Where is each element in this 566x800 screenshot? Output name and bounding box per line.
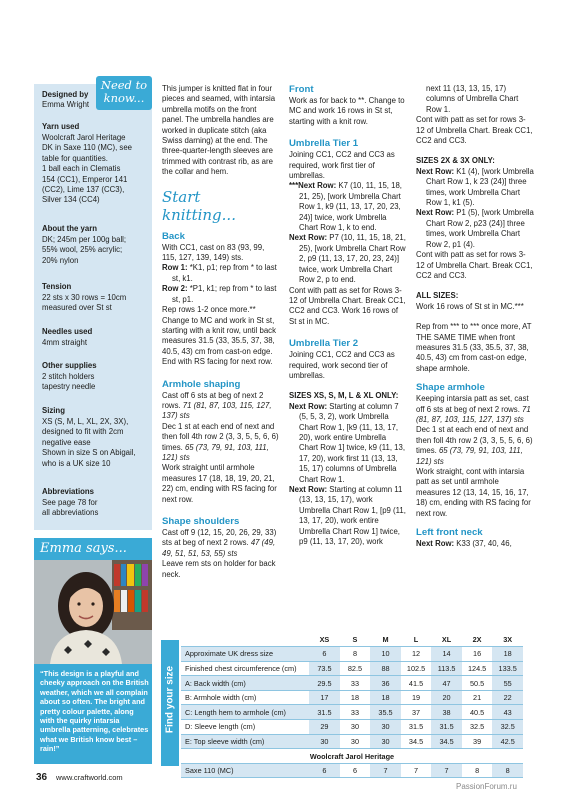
about-yarn-label: About the yarn xyxy=(42,224,98,233)
cell: 12 xyxy=(401,647,432,662)
text: K7 (10, 11, 15, 18, 21, 25), [work Umbrella Chart Row 1, k9 (11, 13, 17, 20, 23, 24)] twice, work Umbrella Chart Row 1, k to end. xyxy=(299,181,402,233)
designer-name: Emma Wright xyxy=(42,100,90,109)
header-l: L xyxy=(401,632,432,647)
text: Dec 1 st at each end of next and then foll 4th row 2 (3, 3, 5, 5, 6, 6) times. xyxy=(416,425,533,456)
line: 154 (CC1), Emperor 141 xyxy=(42,174,128,184)
tab-line: Need to xyxy=(100,78,148,92)
shape-shoulders-heading: Shape shoulders xyxy=(162,516,240,527)
other-supplies-label: Other supplies xyxy=(42,361,97,370)
cell: 18 xyxy=(370,690,401,705)
row-label: A: Back width (cm) xyxy=(181,676,309,691)
tier-2-text: Joining CC1, CC2 and CC3 as required, work second tier of umbrellas. xyxy=(289,350,395,380)
label: Next Row: xyxy=(416,166,455,176)
line: table for quantities. xyxy=(42,153,108,163)
sizes-2x-next-row-a xyxy=(416,167,534,209)
cell: 22 xyxy=(492,690,523,705)
left-neck-next-row xyxy=(416,539,534,549)
text: Starting at column 7 (5, 5, 3, 2), work Umbrella Chart Row 1, [k9 (11, 13, 17, 20), work entire Umbrella Chart Row 1] twice, k9 (11, 13, 17, 20), work first 11 (13, 13, 15, 17) columns of Umbrella Chart Row 1. xyxy=(299,401,406,484)
header-blank xyxy=(181,632,309,647)
line: Woolcraft Jarol Heritage xyxy=(42,133,126,142)
left-front-neck-heading: Left front neck xyxy=(416,527,483,539)
line: measured over St st xyxy=(42,303,112,313)
column-2 xyxy=(289,84,406,547)
needles-text: 4mm straight xyxy=(42,338,88,347)
cell: 17 xyxy=(309,690,340,705)
text: Starting at column 11 (13, 13, 15, 17), work Umbrella Chart Row 1, [p9 (11, 13, 17, 20), work entire Umbrella Chart Row 1] twice, p9 (11, 13, 17, 20), work xyxy=(299,485,406,547)
row-label: B: Armhole width (cm) xyxy=(181,690,309,705)
column-3 xyxy=(416,84,534,549)
cell: 20 xyxy=(431,690,462,705)
cell: 37 xyxy=(401,705,432,720)
line: negative ease xyxy=(42,437,91,447)
text: K1 (4), [work Umbrella Chart Row 1, k 23 (24)] three times, work Umbrella Chart Row 1, k1 (5). xyxy=(426,166,534,208)
text: Cast off 9 (12, 15, 20, 26, 29, 33) sts at beg of next 2 rows. xyxy=(162,528,277,548)
cell: 31.5 xyxy=(309,705,340,720)
line: DK in Saxe 110 (MC), see xyxy=(42,143,132,153)
text: Keeping intarsia patt as set, cast off 6 sts at beg of next 2 rows. xyxy=(416,394,529,414)
row-label: Approximate UK dress size xyxy=(181,647,309,662)
front-armhole-step-1 xyxy=(416,394,534,425)
row-2-text: *P1, k1; rep from * to last st, p1. xyxy=(172,284,277,304)
cell: 31.5 xyxy=(401,720,432,735)
line: Silver 134 (CC4) xyxy=(42,195,100,205)
tier-1-next-row-a xyxy=(289,181,406,233)
label: Next Row: xyxy=(416,539,455,549)
cell: 133.5 xyxy=(492,661,523,676)
yarn-heading-row xyxy=(181,749,523,764)
cell: 6 xyxy=(340,763,371,778)
all-sizes-heading: ALL SIZES: xyxy=(416,291,459,301)
label: Next Row: xyxy=(289,485,328,494)
cell: 14 xyxy=(431,647,462,662)
line: tapestry needle xyxy=(42,382,96,392)
line: 2 stitch holders xyxy=(42,372,95,381)
change-to-mc: Change to MC and work in St st, starting with a knit row, until back measures 31.5 (33, 35.5, 37, 38, 40.5, 43) cm from cast-on edge. End with RS facing for next row. xyxy=(162,315,276,367)
cell: 55 xyxy=(492,676,523,691)
text: Cast off 6 sts at beg of next 2 rows. xyxy=(162,390,264,410)
header-xl: XL xyxy=(431,632,462,647)
yarn-heading: Woolcraft Jarol Heritage xyxy=(181,749,523,764)
website-link[interactable]: www.craftworld.com xyxy=(56,773,123,782)
line: all abbreviations xyxy=(42,508,99,518)
cell: 42.5 xyxy=(492,734,523,749)
header-3x: 3X xyxy=(492,632,523,647)
cell: 102.5 xyxy=(401,661,432,676)
row-2-instruction xyxy=(162,284,279,305)
cell: 29 xyxy=(309,720,340,735)
size-table xyxy=(181,632,523,778)
shoulders-step-2: Leave rem sts on holder for back neck. xyxy=(162,559,276,579)
cell: 7 xyxy=(401,763,432,778)
cell: 7 xyxy=(431,763,462,778)
line: who is a UK size 10 xyxy=(42,458,111,468)
table-row xyxy=(181,647,523,662)
umbrella-tier-1-heading: Umbrella Tier 1 xyxy=(289,138,359,150)
emma-quote: “This design is a playful and cheeky approach on the British weather, which we all complain about so often. The bright and pretty colour palette, along with the quirky intarsia umbrella patterning, celebrates what we British know best – rain!” xyxy=(40,669,149,754)
cell: 88 xyxy=(370,661,401,676)
header-s: S xyxy=(340,632,371,647)
row-1-text: *K1, p1; rep from * to last st, k1. xyxy=(172,263,277,283)
cell: 73.5 xyxy=(309,661,340,676)
shoulders-step-1 xyxy=(162,528,279,559)
cell: 82.5 xyxy=(340,661,371,676)
table-row xyxy=(181,734,523,749)
yarn-row xyxy=(181,763,523,778)
cell: 32.5 xyxy=(462,720,493,735)
row-label: D: Sleeve length (cm) xyxy=(181,720,309,735)
cell: 39 xyxy=(462,734,493,749)
other-supplies-text xyxy=(42,372,148,393)
sizing-label: Sizing xyxy=(42,406,65,415)
umbrella-tier-2-heading: Umbrella Tier 2 xyxy=(289,338,359,350)
page-number: 36 xyxy=(36,772,48,783)
stitch-count: 47 (49, 49, 51, 51, 53, 55) sts xyxy=(162,538,276,558)
header-xs: XS xyxy=(309,632,340,647)
stitch-count: 71 (81, 87, 103, 115, 127, 137) sts xyxy=(162,400,272,421)
row-2-label: Row 2: xyxy=(162,284,188,294)
find-your-size-text: Find your size xyxy=(164,665,176,734)
cell: 41.5 xyxy=(401,676,432,691)
watermark: PassionForum.ru xyxy=(456,782,517,791)
column-1 xyxy=(162,84,279,580)
cell: 18 xyxy=(492,647,523,662)
cell: 113.5 xyxy=(431,661,462,676)
tab-line: know... xyxy=(103,91,145,105)
cell: 33 xyxy=(340,676,371,691)
cell: 8 xyxy=(340,647,371,662)
cell: 6 xyxy=(309,763,340,778)
table-row xyxy=(181,690,523,705)
row-label: Finished chest circumference (cm) xyxy=(181,661,309,676)
row-1-label: Row 1: xyxy=(162,263,188,273)
label: Next Row: xyxy=(289,233,328,243)
start-knitting-heading: Start knitting... xyxy=(162,187,236,224)
cell: 18 xyxy=(340,690,371,705)
abbreviations-text xyxy=(42,498,148,519)
cell: 29.5 xyxy=(309,676,340,691)
sizes-xs-xl-heading: SIZES XS, S, M, L & XL ONLY: xyxy=(289,391,399,401)
table-row xyxy=(181,661,523,676)
cell: 30 xyxy=(309,734,340,749)
header-2x: 2X xyxy=(462,632,493,647)
row-label: C: Length hem to armhole (cm) xyxy=(181,705,309,720)
cell: 30 xyxy=(340,734,371,749)
cell: 19 xyxy=(401,690,432,705)
row-1-instruction xyxy=(162,263,279,284)
label: ***Next Row: xyxy=(289,181,337,191)
line: 20% nylon xyxy=(42,255,79,265)
repeat-instruction: Rep from *** to *** once more, AT THE SAME TIME when front measures 31.5 (33, 35.5, 37, 38, 40.5, 43) cm from cast-on edge, shape armhole. xyxy=(416,322,532,373)
yarn-text xyxy=(42,133,148,206)
line: 55% wool, 25% acrylic; xyxy=(42,245,123,255)
about-yarn-text xyxy=(42,235,148,266)
tier-1-next-row-b xyxy=(289,233,406,285)
cell: 43 xyxy=(492,705,523,720)
sizes-2x-3x-heading: SIZES 2X & 3X ONLY: xyxy=(416,156,495,166)
designed-by-label: Designed by xyxy=(42,90,89,99)
shape-armhole-heading: Shape armhole xyxy=(416,382,485,394)
text: P7 (10, 11, 15, 18, 21, 25), [work Umbrella Chart Row 2, p9 (11, 13, 17, 20, 23, 24)] twice, work Umbrella Chart Row 2, p to end. xyxy=(299,233,406,285)
table-row xyxy=(181,705,523,720)
cell: 40.5 xyxy=(462,705,493,720)
cell: 16 xyxy=(462,647,493,662)
cell: 34.5 xyxy=(401,734,432,749)
cell: 31.5 xyxy=(431,720,462,735)
cell: 8 xyxy=(462,763,493,778)
yarn-label: Yarn used xyxy=(42,122,80,131)
line: Shown in size S on Abigail, xyxy=(42,448,136,458)
cell: 34.5 xyxy=(431,734,462,749)
continue-pattern-b: Cont with patt as set for rows 3-12 of Umbrella Chart. Break CC1, CC2 and CC3. xyxy=(416,250,533,280)
cell: 33 xyxy=(340,705,371,720)
front-text: Work as for back to **. Change to MC and work 16 rows in St st, starting with a knit row. xyxy=(289,96,405,126)
back-cast-on: With CC1, cast on 83 (93, 99, 115, 127, 139, 149) sts. xyxy=(162,242,265,263)
stitch-count: 65 (73, 79, 91, 103, 111, 121) sts xyxy=(416,446,523,466)
cell: 47 xyxy=(431,676,462,691)
cell: 30 xyxy=(370,734,401,749)
line: 22 sts x 30 rows = 10cm xyxy=(42,293,127,302)
armhole-shaping-heading: Armhole shaping xyxy=(162,378,241,390)
text: P1 (5), [work Umbrella Chart Row 2, p23 (24)] three times, work Umbrella Chart Row 2, p1 (4). xyxy=(426,208,534,249)
cell: 30 xyxy=(370,720,401,735)
row-label: Saxe 110 (MC) xyxy=(181,763,309,778)
continued-row: next 11 (13, 13, 15, 17) columns of Umbrella Chart Row 1. xyxy=(426,84,519,114)
label: Next Row: xyxy=(416,208,455,218)
table-row xyxy=(181,676,523,691)
armhole-step-2 xyxy=(162,422,279,464)
header-m: M xyxy=(370,632,401,647)
continue-pattern-a: Cont with patt as set for rows 3-12 of Umbrella Chart. Break CC1, CC2 and CC3. xyxy=(416,115,533,146)
table-header-row xyxy=(181,632,523,647)
sizes-2x-next-row-b xyxy=(416,208,534,250)
line: (CC2), Lime 137 (CC3), xyxy=(42,185,125,195)
armhole-step-1 xyxy=(162,391,279,422)
cell: 38 xyxy=(431,705,462,720)
tier-1-text: Joining CC1, CC2 and CC3 as required, work first tier of umbrellas. xyxy=(289,150,395,181)
tension-label: Tension xyxy=(42,282,72,291)
abbreviations-label: Abbreviations xyxy=(42,487,94,496)
armhole-step-3: Work straight until armhole measures 17 (18, 18, 19, 20, 21, 22) cm, ending with RS facing for next row. xyxy=(162,463,277,504)
row-label: E: Top sleeve width (cm) xyxy=(181,734,309,749)
emma-says-heading: Emma says... xyxy=(34,538,152,560)
tier-1-continue: Cont with patt as set for Rows 3-12 of Umbrella Chart. Break CC1, CC2 and CC3. Work 16 rows of St st in MC. xyxy=(289,285,406,326)
cell: 30 xyxy=(340,720,371,735)
front-armhole-step-3: Work straight, cont with intarsia patt as set until armhole measures 12 (13, 14, 15, 16, 17, 18) cm, ending with RS facing for next row. xyxy=(416,467,531,518)
tier-2-next-row-b xyxy=(289,485,406,547)
cell: 36 xyxy=(370,676,401,691)
sizing-text xyxy=(42,417,148,469)
line: 1 ball each in Clematis xyxy=(42,164,121,174)
line: designed to fit with 2cm xyxy=(42,427,124,437)
line: DK; 245m per 100g ball; xyxy=(42,235,127,244)
front-heading: Front xyxy=(289,84,314,95)
cell: 50.5 xyxy=(462,676,493,691)
repeat-rows: Rep rows 1-2 once more.** xyxy=(162,305,256,315)
stitch-count: 65 (73, 79, 91, 103, 111, 121) sts xyxy=(162,442,269,462)
all-sizes-text: Work 16 rows of St st in MC.*** xyxy=(416,301,524,311)
cell: 6 xyxy=(309,647,340,662)
cell: 10 xyxy=(370,647,401,662)
find-your-size-label xyxy=(161,640,179,766)
stitch-count: 71 (81, 87, 103, 115, 127, 137) sts xyxy=(416,404,531,424)
cell: 32.5 xyxy=(492,720,523,735)
label: Next Row: xyxy=(289,401,328,411)
text: Dec 1 st at each end of next and then foll 4th row 2 (3, 3, 5, 5, 6, 6) times. xyxy=(162,421,279,452)
cell: 7 xyxy=(370,763,401,778)
front-armhole-step-2 xyxy=(416,425,534,467)
tension-text xyxy=(42,293,148,314)
cell: 124.5 xyxy=(462,661,493,676)
designer-photo xyxy=(34,560,152,664)
needles-label: Needles used xyxy=(42,327,93,336)
intro-paragraph: This jumper is knitted flat in four pieces and seamed, with intarsia umbrella motifs on the front panel. The umbrella handles are worked in duplicate stitch (aka Swiss darning) at the end. The three-quarter-length sleeves are trimmed with contrast rib, as are the collar and hem. xyxy=(162,84,276,177)
line: See page 78 for xyxy=(42,498,98,507)
line: XS (S, M, L, XL, 2X, 3X), xyxy=(42,417,129,426)
cell: 21 xyxy=(462,690,493,705)
tier-2-next-row-a xyxy=(289,402,406,485)
cell: 35.5 xyxy=(370,705,401,720)
back-heading: Back xyxy=(162,230,185,242)
table-row xyxy=(181,720,523,735)
designer-portrait-illustration xyxy=(34,560,152,664)
text: K33 (37, 40, 46, xyxy=(454,539,512,549)
cell: 8 xyxy=(492,763,523,778)
